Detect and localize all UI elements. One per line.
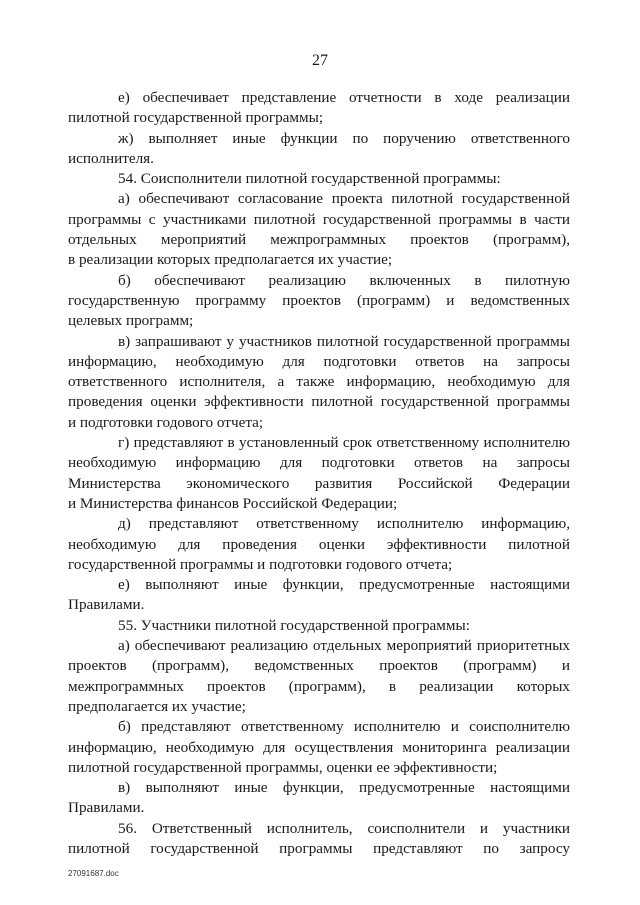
paragraph <box>68 433 570 514</box>
text-line: и подготовки годового отчета; <box>68 413 264 431</box>
text-line: ж) выполняет иные функции по поручению ответственного <box>118 129 570 147</box>
paragraph <box>68 636 570 717</box>
text-line: программы с участниками пилотной государственной программы в части <box>68 210 570 228</box>
text-line: Правилами. <box>68 596 145 614</box>
text-line: пилотной государственной программы, оценки ее эффективности; <box>68 758 498 776</box>
text-line: межпрограммных проектов (программ), в реализации которых <box>68 677 570 695</box>
text-line: Правилами. <box>68 799 145 817</box>
paragraph <box>68 332 570 433</box>
paragraph <box>68 271 570 332</box>
text-line: отдельных мероприятий межпрограммных проектов (программ), <box>68 231 570 249</box>
text-line: а) обеспечивают согласование проекта пилотной государственной <box>118 190 570 208</box>
text-line: е) выполняют иные функции, предусмотренные настоящими <box>118 576 570 594</box>
text-line: предполагается их участие; <box>68 697 246 715</box>
text-line: 56. Ответственный исполнитель, соисполнители и участники <box>118 819 570 837</box>
text-line: ответственного исполнителя, а также информацию, необходимую для <box>68 373 570 391</box>
paragraph <box>68 169 570 189</box>
footer-filename: 27091687.doc <box>68 869 119 878</box>
text-line: б) обеспечивают реализацию включенных в пилотную <box>118 271 570 289</box>
text-line: б) представляют ответственному исполнителю и соисполнителю <box>118 718 570 736</box>
text-line: пилотной государственной программы; <box>68 109 324 127</box>
text-line: необходимую для проведения оценки эффективности пилотной <box>68 535 570 553</box>
page-number: 27 <box>312 52 328 69</box>
document-body <box>68 88 570 859</box>
text-line: и Министерства финансов Российской Федерации; <box>68 494 398 512</box>
paragraph <box>68 778 570 819</box>
paragraph <box>68 616 570 636</box>
text-line: 55. Участники пилотной государственной программы: <box>118 616 470 634</box>
text-line: г) представляют в установленный срок ответственному исполнителю <box>118 434 570 452</box>
text-line: государственной программы и подготовки годового отчета; <box>68 555 453 573</box>
paragraph <box>68 575 570 616</box>
text-line: пилотной государственной программы представляют по запросу <box>68 839 570 857</box>
text-line: государственную программу проектов (программ) и ведомственных <box>68 291 570 309</box>
text-line: а) обеспечивают реализацию отдельных мероприятий приоритетных <box>118 637 570 655</box>
text-line: е) обеспечивает представление отчетности в ходе реализации <box>118 89 570 106</box>
text-line: проектов (программ), ведомственных проектов (программ) и <box>68 657 570 675</box>
text-line: информацию, необходимую для осуществления мониторинга реализации <box>68 738 570 756</box>
paragraph <box>68 189 570 270</box>
text-line: в) запрашивают у участников пилотной государственной программы <box>118 332 570 350</box>
text-line: Министерства экономического развития Российской Федерации <box>68 474 570 492</box>
text-line: исполнителя. <box>68 149 154 167</box>
text-line: 54. Соисполнители пилотной государственной программы: <box>118 170 501 188</box>
paragraph <box>68 819 570 860</box>
text-line: необходимую информацию для подготовки ответов на запросы <box>68 454 570 472</box>
paragraph <box>68 514 570 575</box>
paragraph <box>68 717 570 778</box>
paragraph <box>68 129 570 170</box>
paragraph <box>68 88 570 129</box>
text-line: проведения оценки эффективности пилотной государственной программы <box>68 393 570 411</box>
text-line: в) выполняют иные функции, предусмотренные настоящими <box>118 779 570 797</box>
text-line: целевых программ; <box>68 312 194 330</box>
text-line: д) представляют ответственному исполнителю информацию, <box>118 515 570 533</box>
text-line: информацию, необходимую для подготовки ответов на запросы <box>68 352 570 370</box>
text-line: в реализации которых предполагается их участие; <box>68 251 393 269</box>
